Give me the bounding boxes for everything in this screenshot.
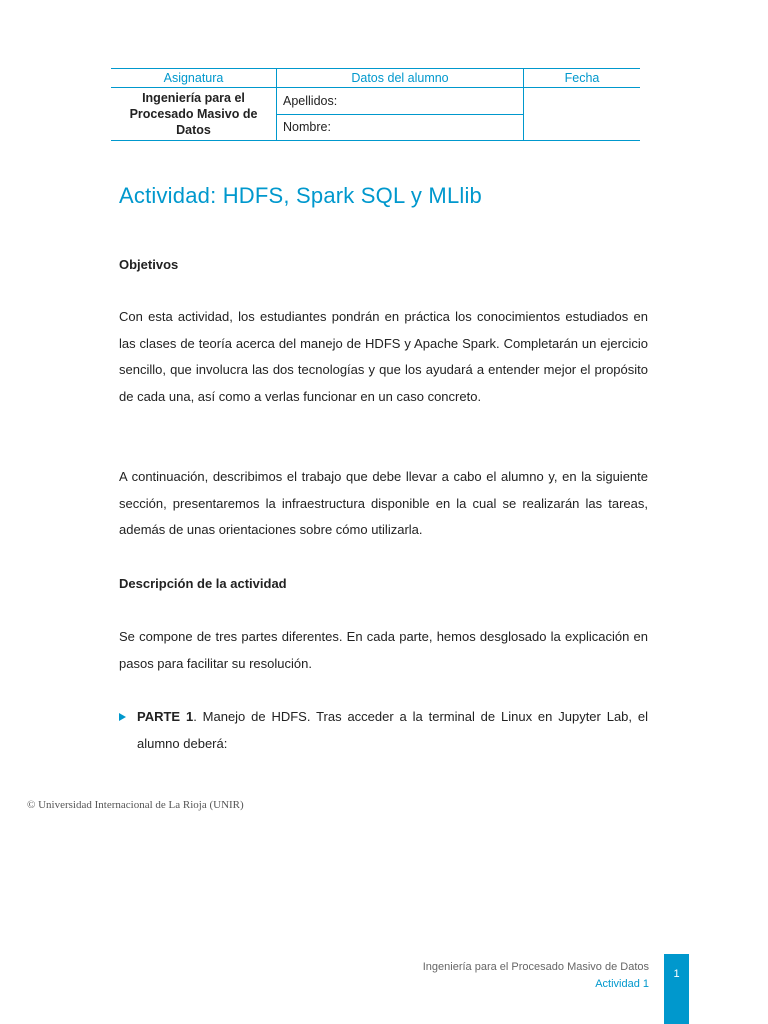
copyright-notice: © Universidad Internacional de La Rioja (UNIR) <box>27 799 244 811</box>
header-subject: Asignatura <box>111 69 277 88</box>
page-title: Actividad: HDFS, Spark SQL y MLlib <box>119 183 482 208</box>
part1-bullet <box>119 704 648 757</box>
page-number: 1 <box>673 968 680 980</box>
objectives-heading: Objetivos <box>119 257 179 272</box>
student-data-table <box>111 68 640 141</box>
part1-description: . Manejo de HDFS. Tras acceder a la terminal de Linux en Jupyter Lab, el alumno deberá: <box>137 709 648 751</box>
footer-course-name: Ingeniería para el Procesado Masivo de Datos <box>422 961 649 973</box>
footer-activity-name: Actividad 1 <box>595 978 649 990</box>
date-field <box>524 88 641 141</box>
header-student-data: Datos del alumno <box>277 69 524 88</box>
surname-field: Apellidos: <box>277 88 524 115</box>
name-field: Nombre: <box>277 114 524 141</box>
header-date: Fecha <box>524 69 641 88</box>
part1-text <box>137 704 648 757</box>
objectives-paragraph-2: A continuación, describimos el trabajo que debe llevar a cabo el alumno y, en la siguiente sección, presentaremos la infraestructura disponible en la cual se realizarán las tareas, además de unas orientaciones sobre cómo utilizarla. <box>119 469 648 538</box>
description-heading: Descripción de la actividad <box>119 576 287 591</box>
objectives-paragraph-1: Con esta actividad, los estudiantes pondrán en práctica los conocimientos estudiados en las clases de teoría acerca del manejo de HDFS y Apache Spark. Completarán un ejercicio sencillo, que involucra las dos tecnologías y que los ayudará a entender mejor el propósito de cada una, así como a verlas funcionar en un caso concreto. <box>119 309 648 404</box>
subject-name: Ingeniería para el Procesado Masivo de Datos <box>111 88 277 141</box>
triangle-bullet-icon <box>119 713 126 721</box>
description-paragraph: Se compone de tres partes diferentes. En cada parte, hemos desglosado la explicación en pasos para facilitar su resolución. <box>119 629 648 671</box>
page-number-tab <box>664 954 689 1024</box>
part1-label: PARTE 1 <box>137 709 194 724</box>
